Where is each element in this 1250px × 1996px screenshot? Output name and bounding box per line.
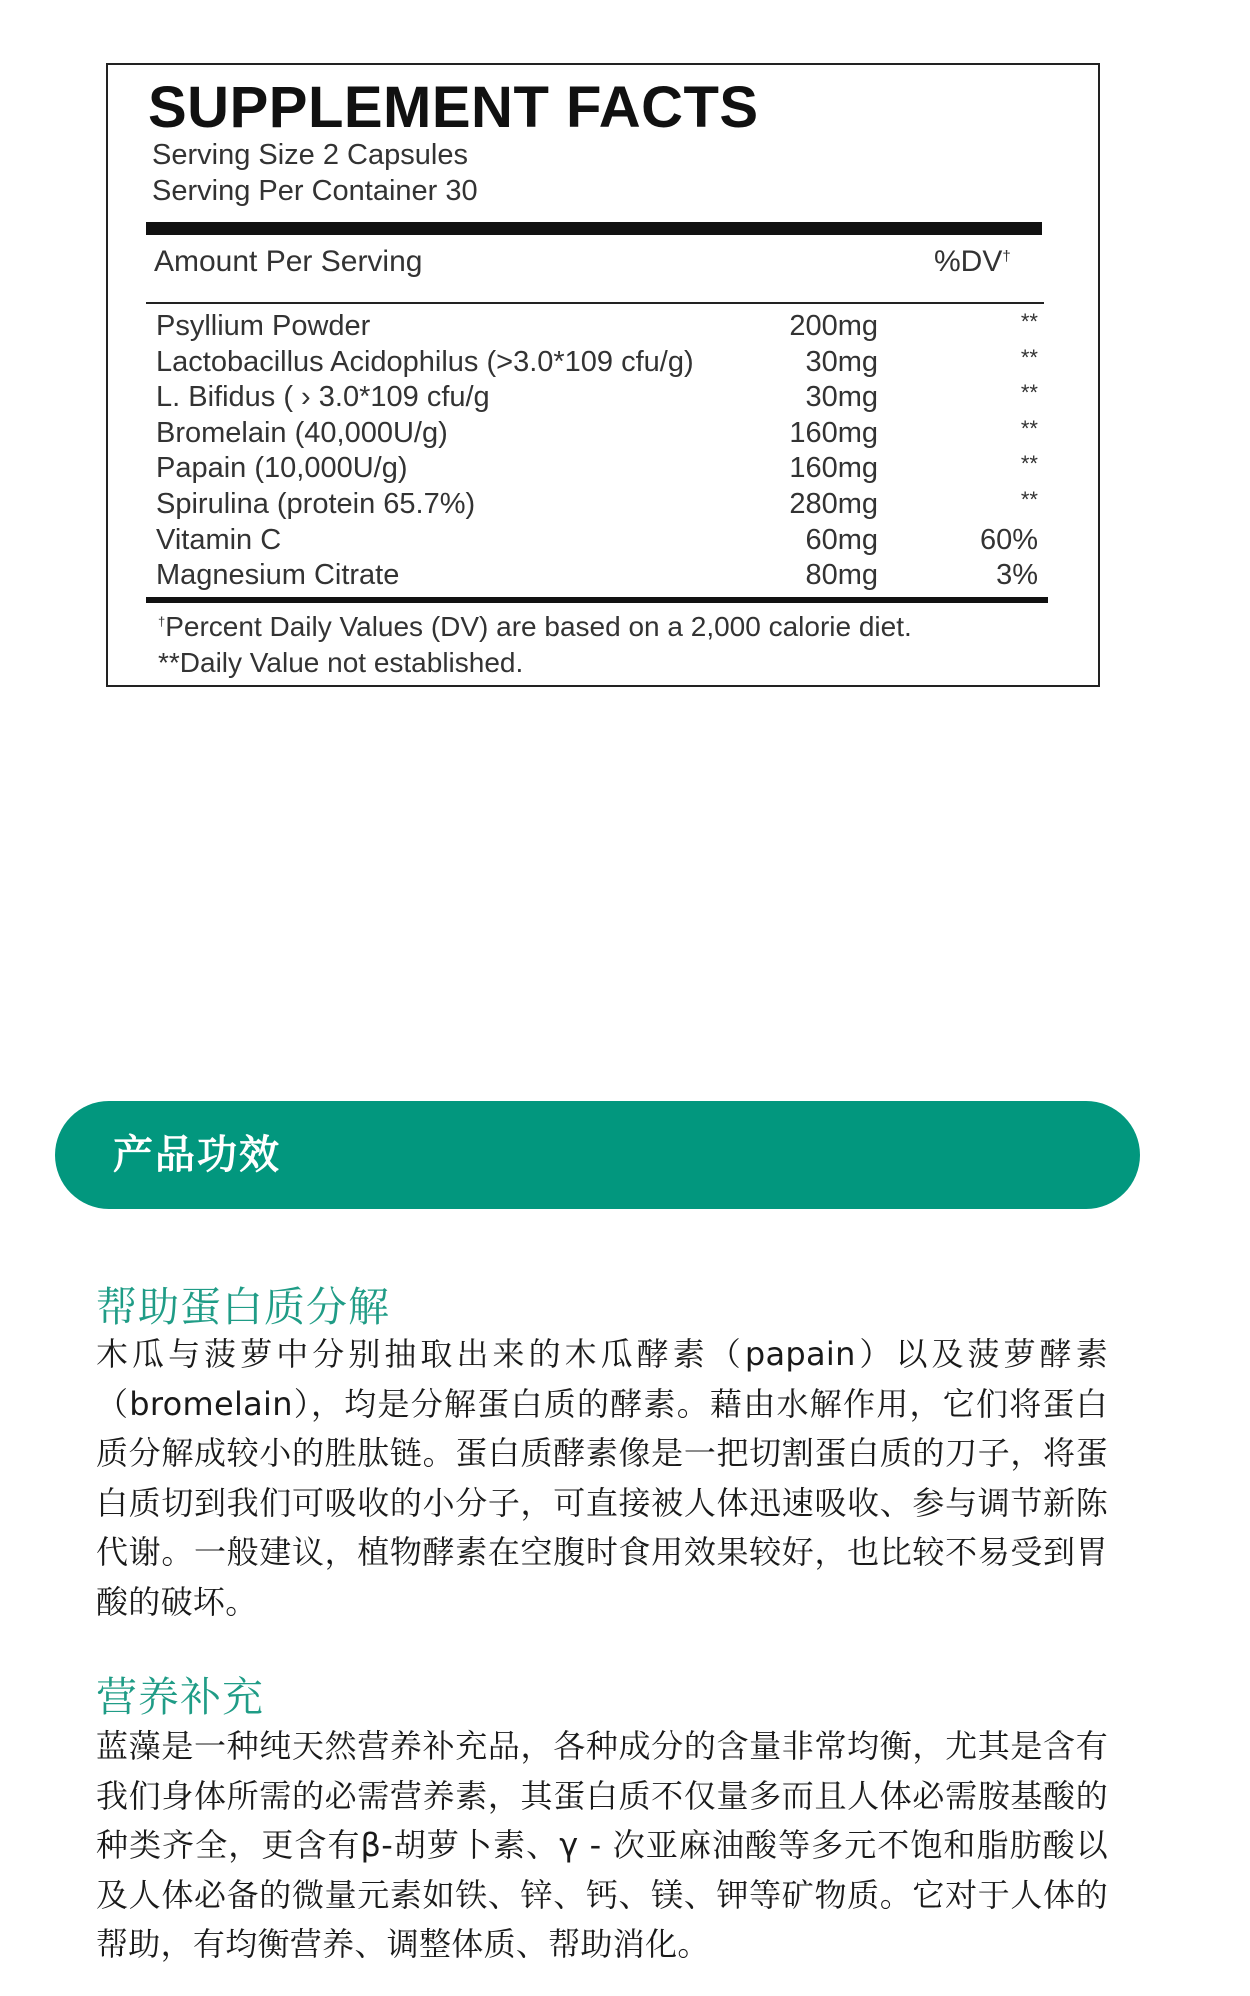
block-title: 帮助蛋白质分解 (96, 1284, 390, 1330)
footnote-1-text: Percent Daily Values (DV) are based on a 2,000 calorie diet. (165, 611, 912, 642)
block-title: 营养补充 (96, 1674, 264, 1720)
ingredient-dv: 3% (996, 559, 1038, 592)
ingredient-name: Papain (10,000U/g) (156, 452, 408, 485)
ingredient-name: Psyllium Powder (156, 310, 371, 342)
footnote-not-established: **Daily Value not established. (158, 647, 524, 678)
supplement-facts-panel (106, 63, 1100, 687)
section-banner (55, 1101, 1140, 1209)
ingredient-name: L. Bifidus ( › 3.0*109 cfu/g (156, 381, 490, 414)
amount-per-serving-header: Amount Per Serving (154, 245, 423, 278)
ingredient-amount: 30mg (805, 345, 878, 378)
dv-header-mark: † (1002, 248, 1011, 265)
ingredient-dv: ** (1020, 486, 1038, 512)
block-body: 蓝藻是一种纯天然营养补充品，各种成分的含量非常均衡，尤其是含有我们身体所需的必需营养素，其蛋白质不仅量多而且人体必需胺基酸的种类齐全，更含有β-胡萝卜素、γ - 次亚麻油酸等多元不饱和脂肪酸以及人体必备的微量元素如铁、锌、钙、镁、钾等矿物质。它对于人体的帮助，有均衡营养、调整体质、帮助消化。 (96, 1727, 1108, 1963)
footnote-daily-values (158, 613, 912, 641)
ingredient-amount: 200mg (789, 310, 878, 342)
ingredient-row (108, 345, 1098, 381)
ingredient-name: Lactobacillus Acidophilus (>3.0*109 cfu/g) (156, 345, 694, 378)
ingredient-amount: 160mg (789, 452, 878, 485)
ingredient-dv: ** (1020, 415, 1038, 441)
ingredient-row (108, 523, 1098, 559)
bottom-divider (146, 597, 1048, 603)
ingredient-amount: 60mg (805, 523, 878, 556)
thin-divider (146, 302, 1044, 304)
ingredient-dv: ** (1020, 451, 1038, 477)
dv-header-label: %DV (934, 245, 1003, 278)
ingredient-name: Magnesium Citrate (156, 559, 400, 592)
ingredient-amount: 30mg (805, 381, 878, 414)
serving-size: Serving Size 2 Capsules (152, 139, 468, 171)
ingredient-amount: 80mg (805, 559, 878, 592)
ingredient-name: Bromelain (40,000U/g) (156, 416, 448, 449)
ingredient-row (108, 416, 1098, 452)
ingredient-row (108, 451, 1098, 487)
ingredient-row (108, 487, 1098, 523)
ingredient-row (108, 558, 1098, 594)
daily-value-header (934, 247, 1011, 277)
ingredient-name: Spirulina (protein 65.7%) (156, 487, 476, 520)
ingredient-list (108, 309, 1098, 594)
ingredient-dv: ** (1020, 380, 1038, 406)
facts-title: SUPPLEMENT FACTS (148, 75, 759, 140)
footnote-mark: † (158, 614, 166, 629)
ingredient-row (108, 380, 1098, 416)
ingredient-dv: ** (1020, 309, 1038, 334)
ingredient-name: Vitamin C (156, 523, 282, 556)
ingredient-amount: 280mg (789, 487, 878, 520)
ingredient-amount: 160mg (789, 416, 878, 449)
section-title: 产品功效 (113, 1133, 281, 1177)
block-body: 木瓜与菠萝中分别抽取出来的木瓜酵素（papain）以及菠萝酵素（bromelain），均是分解蛋白质的酵素。藉由水解作用，它们将蛋白质分解成较小的胜肽链。蛋白质酵素像是一把切割蛋白质的刀子，将蛋白质切到我们可吸收的小分子，可直接被人体迅速吸收、参与调节新陈代谢。一般建议，植物酵素在空腹时食用效果较好，也比较不易受到胃酸的破坏。 (96, 1335, 1108, 1621)
ingredient-dv: 60% (979, 523, 1038, 556)
ingredient-dv: ** (1020, 344, 1038, 370)
serving-per-container: Serving Per Container 30 (152, 175, 478, 207)
thick-divider (146, 222, 1042, 235)
ingredient-row (108, 309, 1098, 345)
